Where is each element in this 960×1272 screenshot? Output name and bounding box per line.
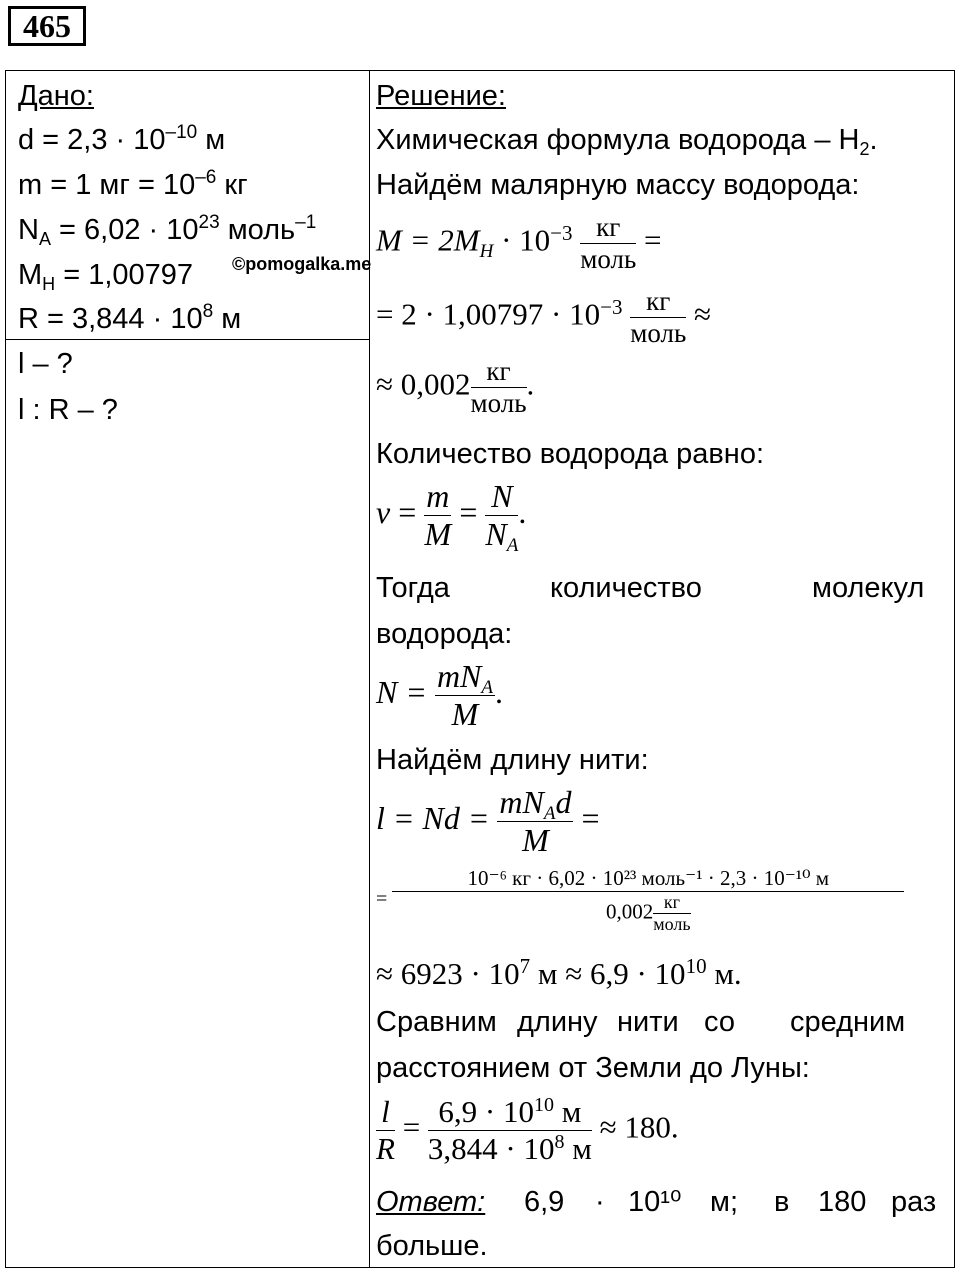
answer-word-6: 180 bbox=[818, 1186, 867, 1218]
given-heading: Дано: bbox=[18, 80, 94, 112]
given-m: m = 1 мг = $10^{-6}$ кг bbox=[18, 167, 248, 201]
given-r: $R = 3,844 \cdot 10^8$ м bbox=[18, 301, 242, 335]
answer-label: Ответ: bbox=[376, 1186, 486, 1218]
equation-length-substitution: = 10⁻⁶ кг · 6,02 · 10²³ моль⁻¹ · 2,3 · 10⁻¹⁰ м 0,002 $\frac{кг}{\text{моль}}$ bbox=[376, 866, 904, 935]
equation-molar-mass: $M = 2MH \cdot 10^{-3}$ $\frac{кг}{\text{моль}}$ = bbox=[376, 212, 662, 274]
answer-word-3: 10¹⁰ bbox=[628, 1186, 682, 1218]
equation-molecules: N = $\frac{\text{mNA}}{M}$ . bbox=[376, 658, 503, 732]
length-text: Найдём длину нити: bbox=[376, 744, 649, 776]
given-mh: $M_H = 1,00797$ bbox=[18, 259, 194, 294]
compare-line-2: расстоянием от Земли до Луны: bbox=[376, 1052, 810, 1084]
answer-line-2: больше. bbox=[376, 1230, 488, 1262]
equation-ratio: $\frac{l}{R}$ = $\frac{6,9 \cdot 10^{10} м}{3,844 \cdot 10^8 м}$ ≈ 180. bbox=[376, 1094, 679, 1166]
given-d: $d = 2,3 \cdot 10^{-10}$ м bbox=[18, 122, 226, 156]
equation-amount: ν = $\frac{m}{M}$ = $\frac{N}{NA}$ . bbox=[376, 478, 527, 556]
equation-molar-value: = $2 \cdot 1,00797 \cdot 10^{-3}$ $\frac{кг}{\text{моль}}$ ≈ bbox=[376, 286, 712, 348]
compare-word-5: средним bbox=[790, 1006, 906, 1038]
answer-word-5: в bbox=[774, 1186, 790, 1218]
problem-number: 465 bbox=[8, 6, 86, 46]
then-word-1: Тогда bbox=[376, 572, 450, 604]
then-word-2: количество bbox=[550, 572, 702, 604]
compare-word-1: Сравним bbox=[376, 1006, 497, 1038]
watermark: ©pomogalka.me bbox=[232, 254, 372, 274]
molar-text: Найдём малярную массу водорода: bbox=[376, 169, 860, 201]
equation-length: l = Nd = $\frac{\text{mNAd}}{M}$ = bbox=[376, 784, 600, 858]
then-word-3: молекул bbox=[812, 572, 925, 604]
solution-heading: Решение: bbox=[376, 80, 506, 112]
compare-word-4: со bbox=[704, 1006, 735, 1038]
then-line-2: водорода: bbox=[376, 618, 513, 650]
answer-word-7: раз bbox=[891, 1186, 937, 1218]
given-na: $N_A = 6,02 \cdot 10^{23}$ моль$^{-1}$ bbox=[18, 212, 317, 249]
find-ratio: l : R – ? bbox=[18, 394, 118, 426]
answer-word-4: м; bbox=[710, 1186, 738, 1218]
compare-word-2: длину bbox=[517, 1006, 598, 1038]
answer-word-1: 6,9 bbox=[524, 1186, 565, 1218]
formula-line: Химическая формула водорода – $H_2$. bbox=[376, 124, 878, 159]
amount-text: Количество водорода равно: bbox=[376, 438, 765, 470]
answer-word-2: · bbox=[595, 1186, 605, 1218]
find-l: l – ? bbox=[18, 348, 73, 380]
compare-word-3: нити bbox=[617, 1006, 679, 1038]
equation-molar-result: ≈ 0,002 $\frac{кг}{\text{моль}}$ . bbox=[376, 356, 535, 418]
equation-length-result: ≈ $6923 \cdot 10^7$ $м \approx 6,9 \cdot 10^{10}$ м. bbox=[376, 954, 742, 991]
column-divider bbox=[369, 71, 370, 1267]
